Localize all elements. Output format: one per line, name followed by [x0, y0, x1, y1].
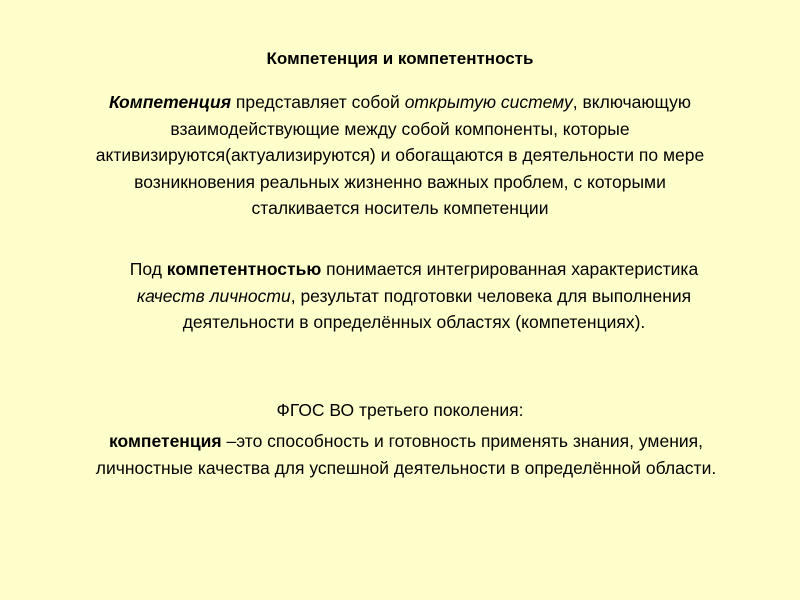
fgos-competence-term: компетенция	[109, 431, 222, 451]
slide-title: Компетенция и компетентность	[266, 49, 534, 68]
personality-qualities-emphasis: качеств личности	[136, 285, 291, 306]
competence-definition	[92, 89, 708, 222]
fgos-competence-text: –это способность и готовность применять знания, умения, личностные качества для успешной деятельности в определённой области.	[95, 431, 717, 478]
competency-definition	[108, 256, 720, 336]
competency-text-c: , результат подготовки человека для выполнения деятельности в определённых областях (компетенциях).	[182, 285, 692, 332]
competency-text-b: понимается интегрированная характеристика	[321, 259, 699, 279]
competency-text-a: Под	[129, 259, 167, 279]
open-system-emphasis: открытую систему	[404, 92, 573, 112]
competence-text-b: , включающую взаимодействующие между собой компоненты, которые активизируются(актуализируются) и обогащаются в деятельности по мере возникновения реальных жизненно важных проблем, с которыми сталкивается носитель компетенции	[95, 92, 705, 218]
competence-term: Компетенция	[108, 92, 232, 112]
fgos-heading: ФГОС ВО третьего поколения:	[276, 400, 524, 420]
competency-term: компетентностью	[166, 259, 322, 279]
fgos-competence-definition	[62, 428, 750, 481]
competence-text-a: представляет собой	[231, 92, 405, 112]
